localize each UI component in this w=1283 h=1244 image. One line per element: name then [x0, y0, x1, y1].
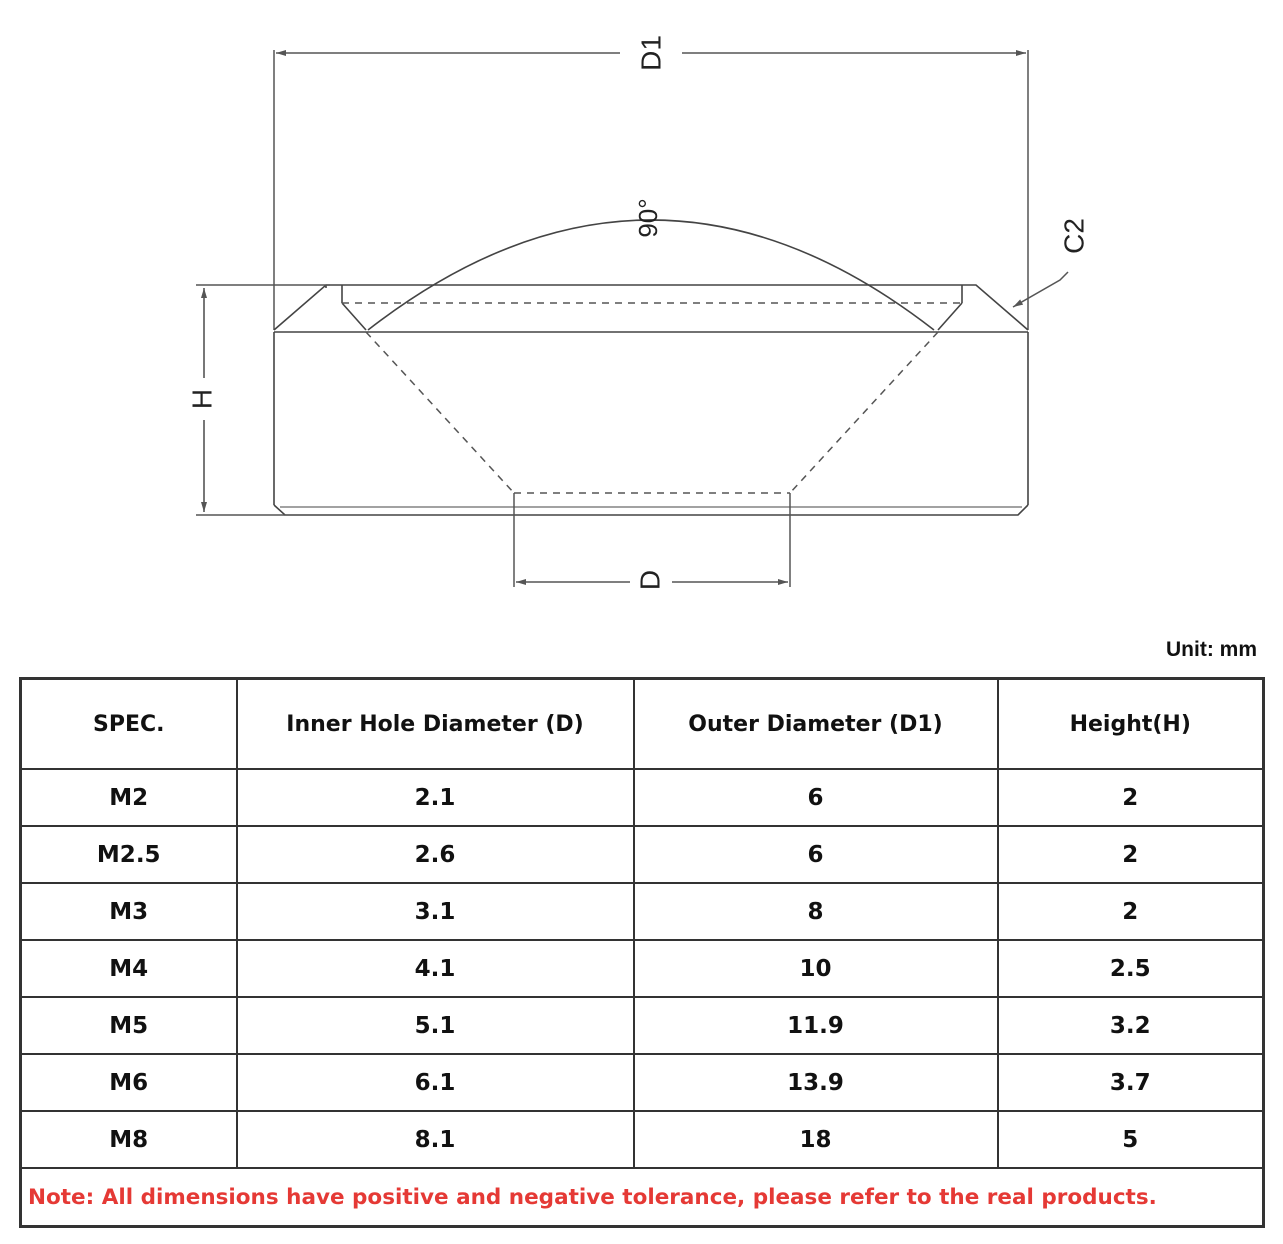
header-outer-diameter: Outer Diameter (D1): [634, 679, 998, 770]
cell-inner-diameter: 2.1: [237, 769, 634, 826]
table-row: [21, 1054, 1264, 1111]
table-row: [21, 997, 1264, 1054]
cell-spec: M2.5: [21, 826, 237, 883]
table-row: [21, 883, 1264, 940]
cell-outer-diameter: 13.9: [634, 1054, 998, 1111]
header-height: Height(H): [998, 679, 1264, 770]
cell-inner-diameter: 6.1: [237, 1054, 634, 1111]
note-row: [21, 1168, 1264, 1227]
table-row: [21, 1111, 1264, 1168]
header-spec: SPEC.: [21, 679, 237, 770]
cell-height: 2: [998, 826, 1264, 883]
tolerance-note: Note: All dimensions have positive and negative tolerance, please refer to the real products.: [21, 1168, 1264, 1227]
cell-height: 3.7: [998, 1054, 1264, 1111]
cell-outer-diameter: 6: [634, 769, 998, 826]
table-row: [21, 769, 1264, 826]
cell-height: 3.2: [998, 997, 1264, 1054]
spec-table: [19, 677, 1265, 1228]
cell-spec: M6: [21, 1054, 237, 1111]
cell-spec: M3: [21, 883, 237, 940]
table-row: [21, 826, 1264, 883]
h-label: H: [186, 388, 218, 410]
cell-spec: M8: [21, 1111, 237, 1168]
cell-spec: M5: [21, 997, 237, 1054]
washer-body: [274, 285, 1028, 515]
cell-outer-diameter: 10: [634, 940, 998, 997]
d1-dimension: [276, 35, 1026, 71]
d1-label: D1: [635, 35, 667, 71]
cell-inner-diameter: 2.6: [237, 826, 634, 883]
angle-label: 90°: [633, 198, 663, 238]
cell-inner-diameter: 4.1: [237, 940, 634, 997]
c2-label: C2: [1058, 218, 1090, 254]
cell-inner-diameter: 3.1: [237, 883, 634, 940]
cell-outer-diameter: 6: [634, 826, 998, 883]
table-header-row: [21, 679, 1264, 770]
cell-outer-diameter: 18: [634, 1111, 998, 1168]
h-dimension: [187, 285, 331, 515]
cell-outer-diameter: 11.9: [634, 997, 998, 1054]
cell-spec: M4: [21, 940, 237, 997]
cell-inner-diameter: 8.1: [237, 1111, 634, 1168]
d-label: D: [634, 569, 666, 591]
cell-height: 2.5: [998, 940, 1264, 997]
cell-spec: M2: [21, 769, 237, 826]
header-inner-diameter: Inner Hole Diameter (D): [237, 679, 634, 770]
cell-height: 5: [998, 1111, 1264, 1168]
cell-height: 2: [998, 883, 1264, 940]
cell-outer-diameter: 8: [634, 883, 998, 940]
d-dimension: [514, 493, 790, 590]
unit-label: Unit: mm: [1166, 638, 1257, 661]
cell-inner-diameter: 5.1: [237, 997, 634, 1054]
cell-height: 2: [998, 769, 1264, 826]
table-row: [21, 940, 1264, 997]
c2-callout: [1013, 218, 1090, 307]
